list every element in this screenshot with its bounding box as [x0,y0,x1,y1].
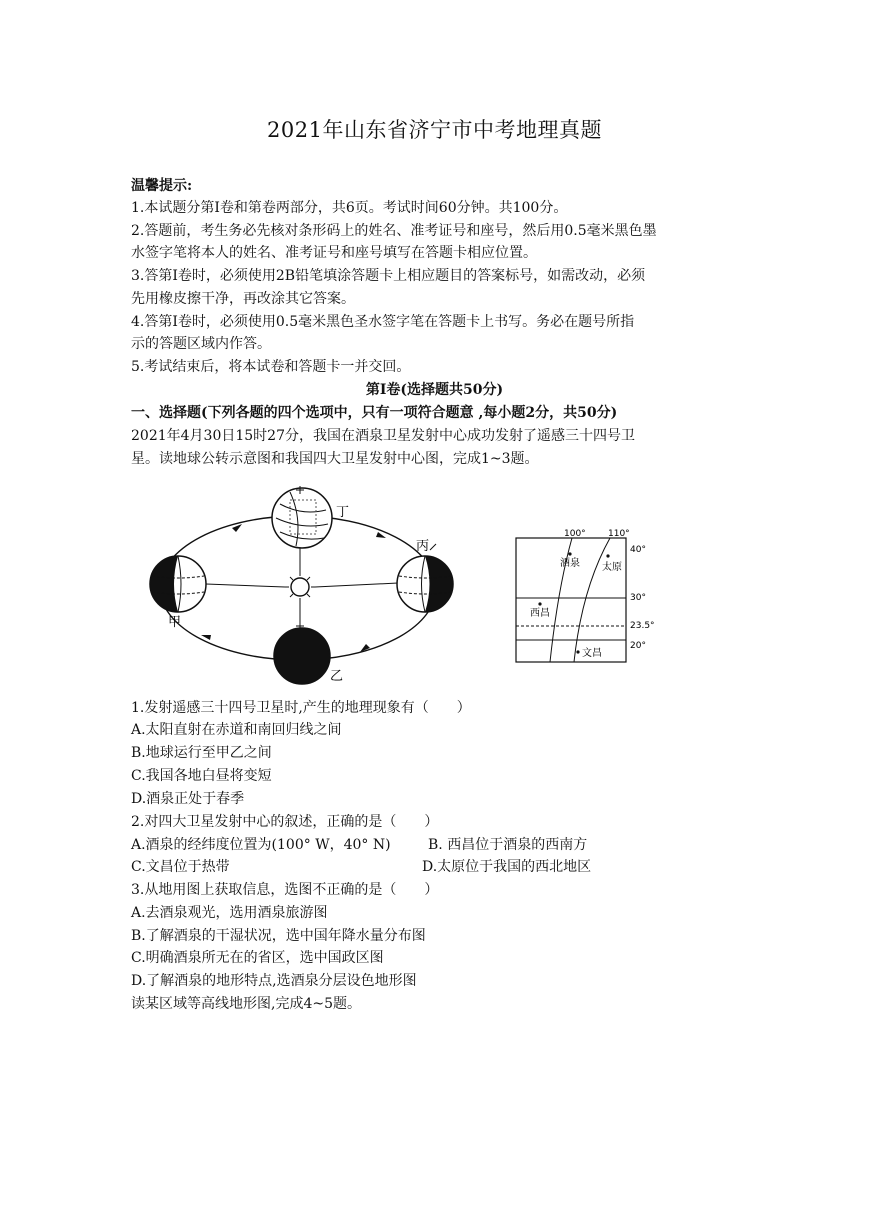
place-dot [576,650,579,653]
tip-line: 水签字笔将本人的姓名、准考证号和座号填写在答题卡相应位置。 [131,245,537,261]
question-option: D.太原位于我国的西北地区 [422,859,592,875]
question-option: D.了解酒泉的地形特点,选酒泉分层设色地形图 [131,973,417,989]
question-stem: 1.发射遥感三十四号卫星时,产生的地理现象有（ ） [131,700,471,716]
question-stem: 3.从地用图上获取信息，选图不正确的是（ ） [131,882,439,898]
earth-orbit-diagram [140,480,470,685]
place-taiyuan: 太原 [602,562,622,573]
place-dot [538,602,541,605]
tip-line: 3.答第Ⅰ卷时，必须使用2B铅笔填涂答题卡上相应题目的答案标号，如需改动，必须 [131,268,646,284]
tip-line: 示的答题区域内作答。 [131,336,271,352]
question-option: A.太阳直射在赤道和南回归线之间 [131,722,342,738]
lat-label: 30° [630,593,646,603]
orbit-arrow-icon [232,524,242,532]
earth-bing-icon [397,544,453,612]
place-dot [568,552,571,555]
question-option: D.酒泉正处于春季 [131,791,245,807]
longitude-line [574,538,610,662]
launch-centers-map [510,528,660,668]
tip-line: 先用橡皮擦干净，再改涂其它答案。 [131,291,355,307]
place-wenchang: 文昌 [582,648,602,659]
label-jia: 甲 [168,615,182,630]
map-frame [516,538,626,662]
place-jiuquan: 酒泉 [560,558,580,569]
place-dot [606,554,609,557]
label-ding: 丁 [336,505,350,520]
question-option: C.文昌位于热带 [131,859,230,875]
tip-line: 1.本试题分第Ⅰ卷和第卷两部分，共6页。考试时间60分钟。共100分。 [131,200,568,216]
question-option: C.明确酒泉所无在的省区，选中国政区图 [131,950,384,966]
question-option: A.去酒泉观光，选用酒泉旅游图 [131,905,328,921]
question-stem: 2.对四大卫星发射中心的叙述，正确的是（ ） [131,814,439,830]
earth-yi-icon [274,622,330,684]
question-option: C.我国各地白昼将变短 [131,768,272,784]
lon-label: 100° [564,529,586,539]
earth-ding-icon [272,486,332,548]
label-bing: 丙 [416,539,430,554]
longitude-line [550,538,572,662]
lon-label: 110° [608,529,630,539]
place-xichang: 西昌 [530,608,550,619]
lat-label: 20° [630,641,646,651]
orbit-arrow-icon [376,532,386,538]
part-heading: 一、选择题(下列各题的四个选项中，只有一项符合题意 ,每小题2分，共50分) [131,405,618,421]
intro-line: 星。读地球公转示意图和我国四大卫星发射中心图，完成1~3题。 [131,451,539,467]
question-option: B.地球运行至甲乙之间 [131,745,272,761]
label-yi: 乙 [330,669,344,684]
question-option: A.酒泉的经纬度位置为(100° W，40° N) [131,837,391,853]
sun-line [206,584,285,587]
page-title: 2021年山东省济宁市中考地理真题 [267,118,602,142]
sun-line [315,583,398,587]
question-option: B. 西昌位于酒泉的西南方 [428,837,588,853]
intro-line: 2021年4月30日15时27分，我国在酒泉卫星发射中心成功发射了遥感三十四号卫 [131,428,635,444]
lat-label: 23.5° [630,621,655,631]
section-title: 第Ⅰ卷(选择题共50分) [365,382,504,398]
sun-icon [285,572,315,602]
tip-line: 5.考试结束后，将本试卷和答题卡一并交回。 [131,359,411,375]
question-option: B.了解酒泉的干湿状况，选中国年降水量分布图 [131,928,426,944]
tip-line: 4.答第Ⅰ卷时，必须使用0.5毫米黑色圣水签字笔在答题卡上书写。务必在题号所指 [131,314,635,330]
tips-heading: 温馨提示: [131,178,193,194]
earth-jia-icon [150,556,206,612]
tip-line: 2.答题前，考生务必先核对条形码上的姓名、准考证号和座号，然后用0.5毫米黑色墨 [131,223,657,239]
lat-label: 40° [630,545,646,555]
closing-line: 读某区域等高线地形图,完成4~5题。 [131,996,361,1012]
